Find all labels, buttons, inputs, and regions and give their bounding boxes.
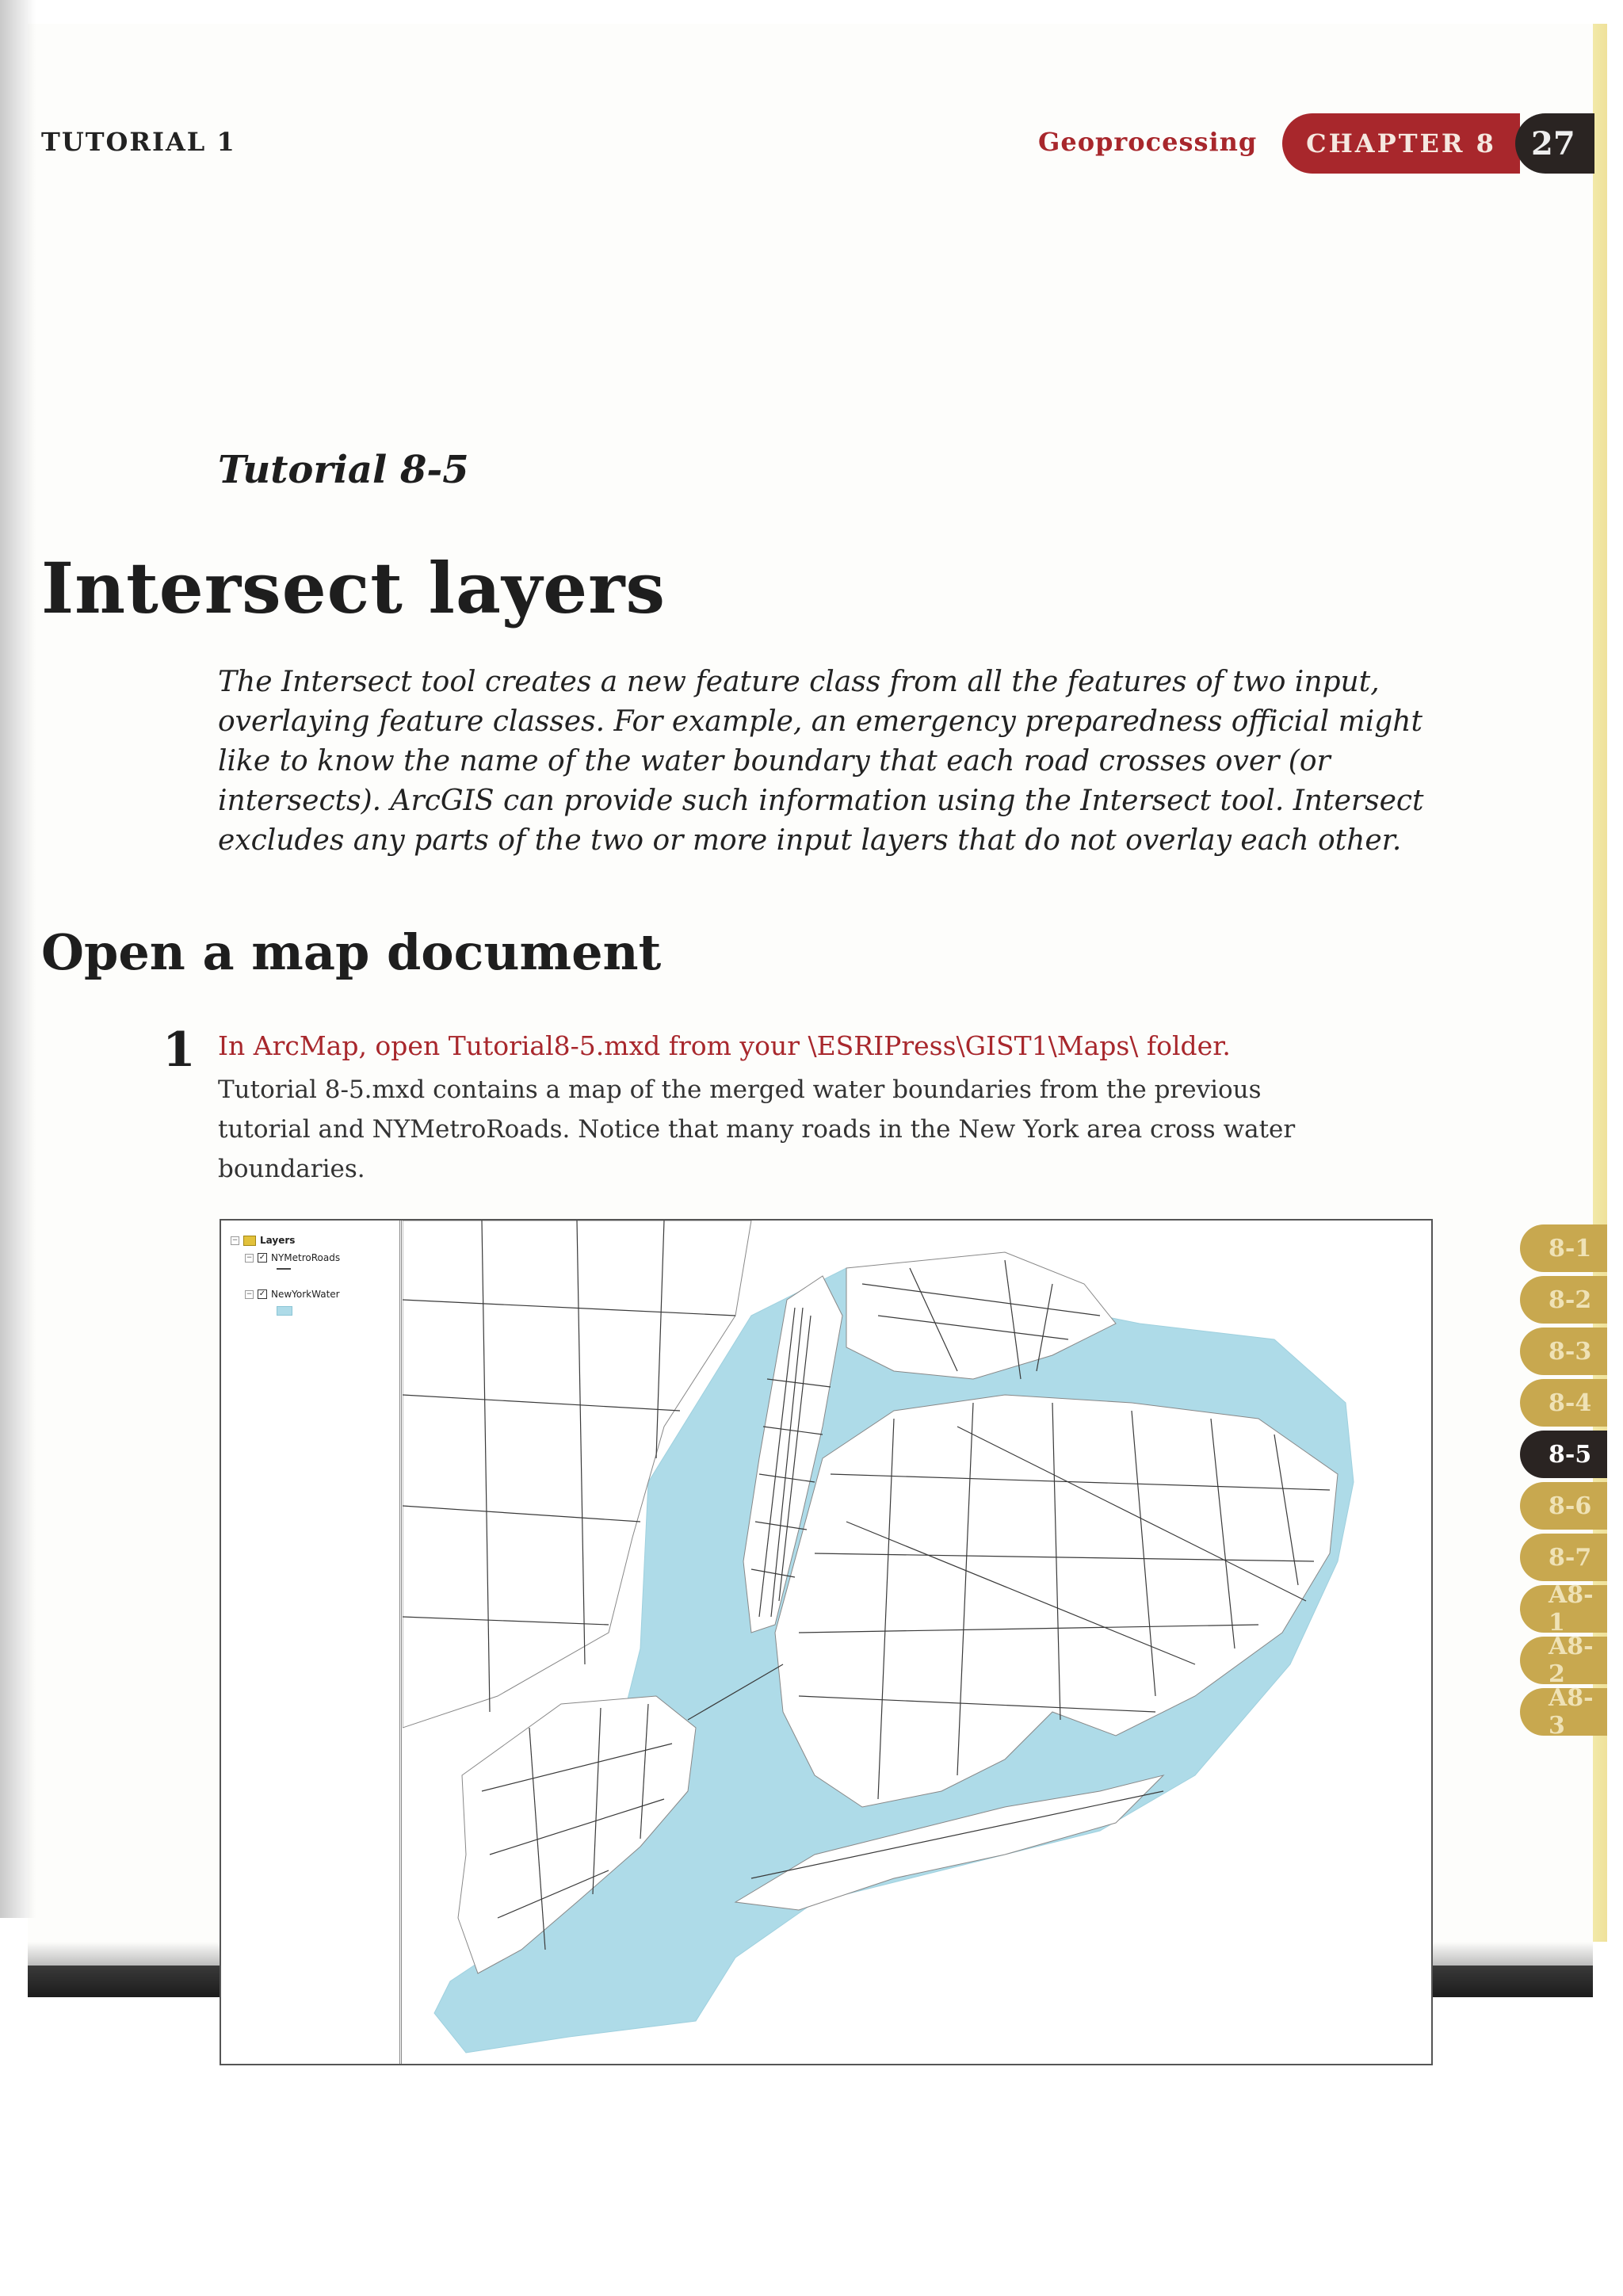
toc-layer-label: NYMetroRoads: [271, 1252, 341, 1263]
page-number: 27: [1515, 113, 1594, 174]
polygon-symbol-icon: [277, 1306, 292, 1316]
map-view[interactable]: [403, 1221, 1431, 2064]
table-of-contents: [221, 1221, 402, 2064]
spine-shadow: [0, 0, 36, 1918]
toc-layer-roads[interactable]: [245, 1252, 340, 1263]
section-title: Open a map document: [41, 923, 662, 981]
collapse-icon[interactable]: −: [231, 1236, 239, 1244]
tab-8-6[interactable]: 8-6: [1520, 1482, 1607, 1530]
collapse-icon[interactable]: −: [246, 1253, 253, 1262]
tab-a8-3[interactable]: A8-3: [1520, 1688, 1607, 1736]
tab-8-2[interactable]: 8-2: [1520, 1276, 1607, 1324]
tab-a8-1[interactable]: A8-1: [1520, 1585, 1607, 1633]
layers-icon: [243, 1236, 256, 1246]
checkbox-checked-icon[interactable]: ✓: [258, 1289, 266, 1298]
tab-8-1[interactable]: 8-1: [1520, 1224, 1607, 1272]
checkbox-checked-icon[interactable]: ✓: [258, 1253, 266, 1262]
map-canvas[interactable]: [403, 1221, 1431, 2064]
step-description: Tutorial 8-5.mxd contains a map of the merged water boundaries from the previous tutorial and NYMetroRoads. Notice that many roads in the New York area cross water boundaries.: [218, 1075, 1296, 1183]
chapter-badge: CHAPTER 8: [1282, 113, 1520, 174]
arcmap-screenshot: [220, 1219, 1433, 2065]
toc-root-label: Layers: [260, 1235, 296, 1246]
page-title: Intersect layers: [41, 547, 666, 629]
section-heading: Geoprocessing: [1038, 127, 1258, 157]
step-instruction: In ArcMap, open Tutorial8-5.mxd from your \ESRIPress\GIST1\Maps\ folder.: [218, 1030, 1231, 1061]
tutorial-label: Tutorial 8-5: [218, 448, 469, 492]
tab-8-3[interactable]: 8-3: [1520, 1328, 1607, 1375]
tab-8-7[interactable]: 8-7: [1520, 1534, 1607, 1581]
toc-root[interactable]: [231, 1235, 295, 1246]
intro-paragraph: The Intersect tool creates a new feature class from all the features of two input, overlaying feature classes. For example, an emergency preparedness official might like to know the name of the water boundary that each road crosses over (or intersects). ArcGIS can provide such information using the Intersect tool. Intersect excludes any parts of the two or more input layers that do not overlay each other.: [218, 666, 1424, 857]
collapse-icon[interactable]: −: [246, 1289, 253, 1298]
line-symbol-icon: [277, 1268, 291, 1270]
step-number: 1: [162, 1022, 196, 1078]
running-head: TUTORIAL 1: [41, 127, 236, 157]
tab-a8-2[interactable]: A8-2: [1520, 1637, 1607, 1684]
tab-8-4[interactable]: 8-4: [1520, 1379, 1607, 1427]
tab-8-5[interactable]: 8-5: [1520, 1431, 1607, 1478]
toc-layer-label: NewYorkWater: [271, 1289, 340, 1300]
toc-layer-water[interactable]: [245, 1289, 340, 1300]
